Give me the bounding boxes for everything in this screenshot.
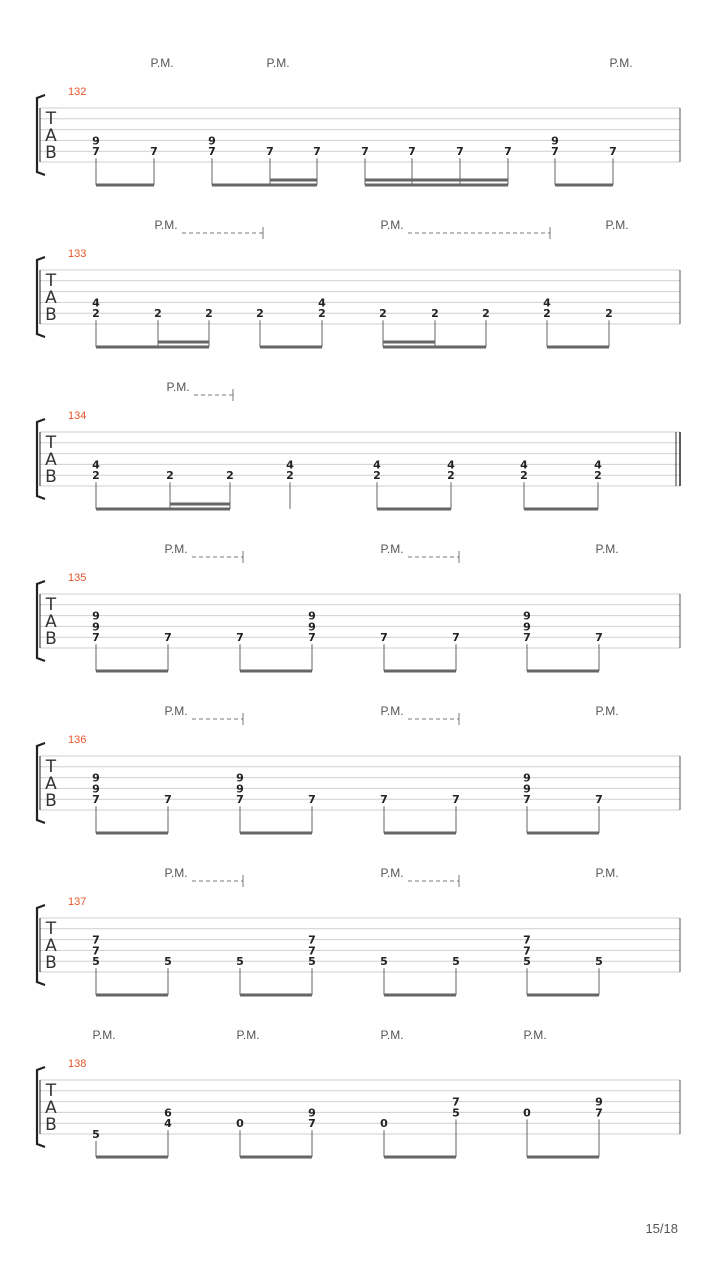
fret-number: 7: [452, 793, 460, 807]
fret-number: 7: [92, 793, 100, 807]
fret-number: 7: [452, 631, 460, 645]
system-bracket: [37, 1067, 45, 1147]
system-bracket: [37, 257, 45, 337]
fret-number: 9: [92, 609, 100, 623]
tab-clef-letter: A: [45, 936, 57, 956]
fret-number: 2: [205, 307, 213, 321]
fret-number: 7: [523, 631, 531, 645]
beam-primary: [384, 670, 456, 673]
palm-mute-label: P.M.: [164, 866, 188, 880]
tab-clef-letter: A: [45, 288, 57, 308]
beam-primary: [384, 1156, 456, 1159]
system-bracket: [37, 581, 45, 661]
palm-mute-label: P.M.: [154, 218, 178, 232]
fret-number: 7: [504, 145, 512, 159]
tab-clef-letter: A: [45, 774, 57, 794]
palm-mute-label: P.M.: [236, 1028, 260, 1042]
beam-primary: [527, 1156, 599, 1159]
fret-number: 2: [482, 307, 490, 321]
fret-number: 9: [92, 782, 100, 796]
fret-number: 5: [164, 955, 172, 969]
tab-clef-letter: B: [45, 629, 57, 649]
beam-secondary: [365, 179, 508, 182]
fret-number: 6: [164, 1106, 172, 1120]
fret-number: 7: [308, 933, 316, 947]
beam-primary: [240, 670, 312, 673]
beam-primary: [96, 346, 209, 349]
fret-number: 7: [523, 944, 531, 958]
beam-primary: [96, 670, 168, 673]
fret-number: 4: [373, 458, 381, 472]
tab-clef-letter: T: [45, 757, 57, 777]
fret-number: 2: [605, 307, 613, 321]
tab-clef-letter: A: [45, 1098, 57, 1118]
beam-primary: [240, 1156, 312, 1159]
fret-number: 4: [543, 296, 551, 310]
fret-number: 5: [380, 955, 388, 969]
beam-primary: [96, 994, 168, 997]
beam-primary: [547, 346, 609, 349]
fret-number: 9: [236, 771, 244, 785]
fret-number: 2: [520, 469, 528, 483]
beam-primary: [365, 184, 508, 187]
palm-mute-label: P.M.: [164, 704, 188, 718]
tab-clef-letter: B: [45, 305, 57, 325]
fret-number: 7: [452, 1095, 460, 1109]
fret-number: 5: [452, 955, 460, 969]
fret-number: 9: [551, 134, 559, 148]
measure-number: 137: [68, 896, 87, 908]
fret-number: 0: [523, 1106, 531, 1120]
fret-number: 7: [595, 793, 603, 807]
palm-mute-label: P.M.: [595, 866, 619, 880]
fret-number: 9: [92, 771, 100, 785]
fret-number: 9: [523, 620, 531, 634]
system-bracket: [37, 743, 45, 823]
tab-clef-letter: T: [45, 595, 57, 615]
palm-mute-label: P.M.: [523, 1028, 547, 1042]
palm-mute-label: P.M.: [266, 56, 290, 70]
fret-number: 5: [92, 955, 100, 969]
fret-number: 7: [164, 631, 172, 645]
measure-number: 138: [68, 1058, 87, 1070]
beam-primary: [96, 184, 154, 187]
fret-number: 7: [595, 631, 603, 645]
fret-number: 9: [92, 620, 100, 634]
beam-primary: [240, 994, 312, 997]
beam-primary: [96, 1156, 168, 1159]
beam-primary: [260, 346, 322, 349]
fret-number: 5: [452, 1106, 460, 1120]
fret-number: 7: [408, 145, 416, 159]
beam-primary: [527, 670, 599, 673]
fret-number: 9: [308, 1106, 316, 1120]
tab-clef-letter: T: [45, 1081, 57, 1101]
beam-primary: [212, 184, 317, 187]
measure-number: 135: [68, 572, 87, 584]
fret-number: 9: [595, 1095, 603, 1109]
palm-mute-label: P.M.: [166, 380, 190, 394]
fret-number: 9: [92, 134, 100, 148]
fret-number: 4: [520, 458, 528, 472]
fret-number: 4: [164, 1117, 172, 1131]
fret-number: 5: [595, 955, 603, 969]
fret-number: 7: [380, 631, 388, 645]
beam-primary: [527, 994, 599, 997]
beam-primary: [377, 508, 451, 511]
fret-number: 2: [92, 469, 100, 483]
fret-number: 7: [313, 145, 321, 159]
beam-primary: [384, 994, 456, 997]
fret-number: 5: [236, 955, 244, 969]
beam-primary: [527, 832, 599, 835]
fret-number: 7: [92, 145, 100, 159]
fret-number: 2: [92, 307, 100, 321]
fret-number: 0: [236, 1117, 244, 1131]
fret-number: 7: [380, 793, 388, 807]
fret-number: 2: [431, 307, 439, 321]
palm-mute-label: P.M.: [609, 56, 633, 70]
fret-number: 2: [154, 307, 162, 321]
fret-number: 2: [543, 307, 551, 321]
fret-number: 9: [236, 782, 244, 796]
fret-number: 7: [308, 944, 316, 958]
fret-number: 7: [92, 944, 100, 958]
beam-primary: [96, 508, 230, 511]
fret-number: 9: [308, 609, 316, 623]
fret-number: 2: [373, 469, 381, 483]
measure-number: 134: [68, 410, 87, 422]
tab-clef-letter: B: [45, 953, 57, 973]
fret-number: 7: [595, 1106, 603, 1120]
measure-number: 136: [68, 734, 87, 746]
beam-secondary: [270, 179, 317, 182]
measure-number: 133: [68, 248, 87, 260]
fret-number: 2: [318, 307, 326, 321]
fret-number: 5: [308, 955, 316, 969]
palm-mute-label: P.M.: [380, 542, 404, 556]
fret-number: 7: [92, 631, 100, 645]
system-bracket: [37, 419, 45, 499]
tab-clef-letter: A: [45, 126, 57, 146]
palm-mute-label: P.M.: [595, 542, 619, 556]
fret-number: 9: [308, 620, 316, 634]
system-bracket: [37, 95, 45, 175]
palm-mute-label: P.M.: [380, 704, 404, 718]
palm-mute-label: P.M.: [164, 542, 188, 556]
fret-number: 7: [164, 793, 172, 807]
fret-number: 4: [447, 458, 455, 472]
palm-mute-label: P.M.: [605, 218, 629, 232]
beam-secondary: [383, 341, 435, 344]
fret-number: 7: [523, 933, 531, 947]
palm-mute-label: P.M.: [595, 704, 619, 718]
fret-number: 7: [308, 1117, 316, 1131]
fret-number: 7: [266, 145, 274, 159]
fret-number: 7: [308, 631, 316, 645]
tab-clef-letter: A: [45, 450, 57, 470]
fret-number: 7: [236, 793, 244, 807]
fret-number: 7: [361, 145, 369, 159]
palm-mute-label: P.M.: [380, 218, 404, 232]
fret-number: 9: [208, 134, 216, 148]
tab-clef-letter: A: [45, 612, 57, 632]
tab-clef-letter: B: [45, 467, 57, 487]
fret-number: 2: [226, 469, 234, 483]
beam-primary: [524, 508, 598, 511]
palm-mute-label: P.M.: [380, 1028, 404, 1042]
tab-clef-letter: B: [45, 143, 57, 163]
page-number: 15/18: [645, 1221, 678, 1236]
tab-clef-letter: B: [45, 1115, 57, 1135]
fret-number: 7: [208, 145, 216, 159]
fret-number: 9: [523, 771, 531, 785]
fret-number: 7: [523, 793, 531, 807]
fret-number: 7: [609, 145, 617, 159]
fret-number: 9: [523, 609, 531, 623]
fret-number: 7: [308, 793, 316, 807]
tab-clef-letter: T: [45, 919, 57, 939]
tab-clef-letter: B: [45, 791, 57, 811]
fret-number: 4: [594, 458, 602, 472]
fret-number: 7: [551, 145, 559, 159]
fret-number: 2: [166, 469, 174, 483]
fret-number: 0: [380, 1117, 388, 1131]
tab-clef-letter: T: [45, 433, 57, 453]
palm-mute-label: P.M.: [380, 866, 404, 880]
beam-primary: [555, 184, 613, 187]
fret-number: 9: [523, 782, 531, 796]
system-bracket: [37, 905, 45, 985]
beam-primary: [383, 346, 486, 349]
beam-primary: [240, 832, 312, 835]
beam-primary: [96, 832, 168, 835]
fret-number: 2: [256, 307, 264, 321]
beam-secondary: [170, 503, 230, 506]
fret-number: 5: [92, 1128, 100, 1141]
fret-number: 4: [92, 458, 100, 472]
fret-number: 4: [318, 296, 326, 310]
beam-primary: [384, 832, 456, 835]
palm-mute-label: P.M.: [150, 56, 174, 70]
fret-number: 2: [286, 469, 294, 483]
measure-number: 132: [68, 86, 87, 98]
fret-number: 7: [92, 933, 100, 947]
fret-number: 4: [92, 296, 100, 310]
fret-number: 4: [286, 458, 294, 472]
tab-clef-letter: T: [45, 109, 57, 129]
fret-number: 7: [150, 145, 158, 159]
fret-number: 2: [379, 307, 387, 321]
fret-number: 5: [523, 955, 531, 969]
fret-number: 2: [447, 469, 455, 483]
palm-mute-label: P.M.: [92, 1028, 116, 1042]
fret-number: 7: [456, 145, 464, 159]
fret-number: 7: [236, 631, 244, 645]
fret-number: 2: [594, 469, 602, 483]
tab-clef-letter: T: [45, 271, 57, 291]
beam-secondary: [158, 341, 209, 344]
